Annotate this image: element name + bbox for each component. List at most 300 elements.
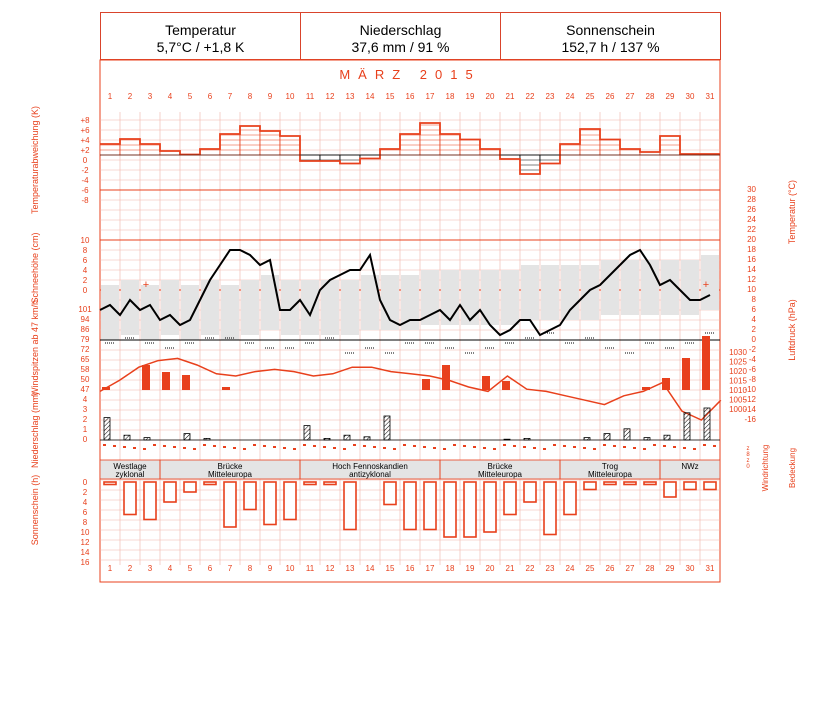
sunshine-bar [664,482,676,497]
sunshine-tick: 16 [80,558,90,567]
sunshine-bar [644,482,656,485]
weather-type-label: Mitteleuropa [207,470,253,479]
header-temperature-value: 5,7°C / +1,8 K [156,39,245,55]
wind-direction-dot [383,447,386,449]
wind-direction-dot [123,446,126,448]
wind-direction-dot [493,448,496,450]
precip-tick: 1 [82,425,88,434]
wind-bar [682,358,690,390]
pressure-line [100,358,721,420]
temperature-tick: -12 [744,395,756,404]
sunshine-tick: 10 [80,528,90,537]
sunshine-bar [384,482,396,505]
temperature-normal-band [161,280,179,335]
temperature-tick: 10 [747,285,756,294]
wind-direction-dot [393,448,396,450]
temperature-normal-band [521,265,539,320]
wind-direction-dot [403,444,406,446]
anomaly-tick: 0 [82,156,88,165]
day-label-top: 3 [147,92,153,101]
temperature-tick: 16 [747,255,756,264]
wind-bar [162,372,170,390]
temperature-tick: 26 [747,205,756,214]
anomaly-bar [660,136,680,155]
weather-type-label: Brücke [217,462,243,471]
wind-direction-dot [133,447,136,449]
temperature-tick: -4 [748,355,756,364]
header-temperature-label: Temperatur [165,22,236,38]
day-label-bottom: 6 [207,564,213,573]
wind-direction-dot [293,448,296,450]
header-precipitation-value: 37,6 mm / 91 % [351,39,450,55]
day-label-bottom: 14 [365,564,375,573]
wind-direction-dot [443,448,446,450]
anomaly-bar [460,140,480,156]
temperature-tick: -8 [748,375,756,384]
temperature-tick: 20 [747,235,756,244]
sunshine-bar [144,482,156,520]
day-label-bottom: 10 [285,564,295,573]
day-label-top: 26 [605,92,615,101]
wind-tick: 47 [80,385,90,394]
pressure-tick: 1025 [729,357,747,367]
day-label-bottom: 13 [345,564,355,573]
day-label-top: 4 [167,92,173,101]
anomaly-tick: -6 [81,186,89,195]
temperature-axis-label: Temperatur (°C) [787,179,797,245]
anomaly-bar [240,126,260,155]
temperature-tick: 2 [751,325,756,334]
sunshine-bar [464,482,476,537]
day-label-top: 20 [485,92,495,101]
wind-direction-dot [713,445,716,447]
wind-direction-dot [563,445,566,447]
pressure-tick: 1030 [729,348,747,357]
day-label-top: 23 [545,92,555,101]
wind-direction-dot [283,447,286,449]
day-label-bottom: 1 [107,564,113,573]
wind-direction-dot [583,447,586,449]
wind-direction-dot [203,444,206,446]
day-label-bottom: 22 [525,564,535,573]
temperature-normal-band [681,260,699,315]
wind-bar [422,379,430,390]
sunshine-bar [704,482,716,490]
precip-bar [704,408,710,440]
cloud-label: Bedeckung [788,447,797,489]
pressure-tick: 1015 [729,376,747,386]
sunshine-bar [424,482,436,530]
day-label-top: 17 [425,92,435,101]
day-label-bottom: 24 [565,564,575,573]
wind-direction-dot [333,447,336,449]
day-label-top: 30 [685,92,695,101]
day-label-top: 25 [585,92,595,101]
wind-bar [182,375,190,390]
wind-tick: 86 [80,325,90,334]
temperature-tick: 8 [751,295,756,304]
weather-type-label: Mitteleuropa [477,470,523,479]
cloud-tick: 8 [746,452,750,458]
weather-type-label: Westlage [113,462,147,471]
precip-tick: 0 [82,435,88,444]
pressure-tick: 1010 [729,386,747,395]
temperature-normal-band [221,285,239,340]
day-label-top: 8 [247,92,253,101]
temperature-normal-band [441,270,459,325]
precip-bar [104,418,110,440]
temperature-tick: 24 [747,215,756,224]
anomaly-bar [580,129,600,155]
anomaly-bar [100,144,120,155]
day-label-bottom: 3 [147,564,153,573]
wind-direction-dot [303,444,306,446]
temperature-normal-band [461,270,479,325]
temperature-normal-band [541,265,559,320]
temperature-normal-band [381,275,399,330]
sunshine-bar [304,482,316,485]
snow-marker: + [702,279,710,291]
sunshine-tick: 8 [82,518,88,527]
temperature-normal-band [281,280,299,335]
anomaly-bar [120,139,140,155]
anomaly-bar [340,155,360,164]
wind-direction-dot [623,446,626,448]
day-label-bottom: 4 [167,564,173,573]
day-label-bottom: 17 [425,564,435,573]
weather-type-label: antizyklonal [349,470,391,479]
header-precipitation-label: Niederschlag [359,22,442,38]
wind-bar [142,365,150,390]
weather-type-label: Mitteleuropa [587,470,633,479]
wind-direction-dot [523,446,526,448]
precip-bar [624,429,630,440]
header-sunshine-label: Sonnenschein [566,22,655,38]
day-label-top: 28 [645,92,655,101]
day-label-top: 19 [465,92,475,101]
wind-direction-dot [613,445,616,447]
temperature-normal-band [581,265,599,320]
day-label-bottom: 28 [645,564,655,573]
wind-tick: 65 [80,355,90,364]
temperature-tick: 0 [751,335,756,344]
day-label-top: 14 [365,92,375,101]
temperature-normal-band [241,280,259,335]
wind-direction-dot [183,447,186,449]
temperature-normal-band [401,275,419,330]
wind-axis-label: Windspitzen ab 47 km/h [30,299,40,397]
wind-direction-dot [343,448,346,450]
sunshine-bar [524,482,536,502]
day-label-bottom: 26 [605,564,615,573]
wind-direction-dot [663,445,666,447]
wind-direction-dot [413,445,416,447]
wind-direction-dot [273,446,276,448]
wind-direction-dot [143,448,146,450]
sunshine-bar [604,482,616,485]
wind-direction-dot [483,447,486,449]
wind-bar [222,387,230,390]
wind-direction-dot [173,446,176,448]
pressure-tick: 1005 [729,395,747,405]
temperature-normal-band [621,260,639,315]
day-label-bottom: 18 [445,564,455,573]
wind-direction-dot [673,446,676,448]
wind-direction-dot [263,445,266,447]
day-label-bottom: 12 [325,564,335,573]
wind-direction-dot [653,444,656,446]
day-label-top: 6 [207,92,213,101]
anomaly-bar [540,155,560,164]
wind-direction-dot [683,447,686,449]
day-label-bottom: 16 [405,564,415,573]
precip-bar [664,435,670,440]
day-label-top: 12 [325,92,335,101]
day-label-top: 29 [665,92,675,101]
snow-tick: 6 [82,256,88,265]
precip-axis-label: Niederschlag (mm) [30,391,40,469]
wind-direction-dot [693,448,696,450]
anomaly-bar [280,136,300,155]
wind-bar [502,381,510,390]
wind-direction-dot [193,448,196,450]
day-label-top: 15 [385,92,395,101]
wind-direction-dot [643,448,646,450]
wind-tick: 58 [80,365,90,374]
day-label-bottom: 29 [665,564,675,573]
day-label-bottom: 27 [625,564,635,573]
sunshine-bar [184,482,196,492]
day-label-bottom: 19 [465,564,475,573]
wind-direction-dot [213,445,216,447]
day-label-top: 2 [127,92,133,101]
wind-direction-dot [473,446,476,448]
snow-axis-label: Schneehöhe (cm) [30,232,40,304]
wind-direction-dot [423,446,426,448]
sunshine-bar [264,482,276,525]
wind-direction-dot [363,445,366,447]
day-label-top: 21 [505,92,515,101]
temperature-normal-band [301,280,319,335]
wind-direction-dot [113,445,116,447]
wind-direction-dot [323,446,326,448]
day-label-bottom: 8 [247,564,253,573]
wind-direction-dot [103,444,106,446]
wind-direction-dot [373,446,376,448]
sunshine-tick: 4 [82,498,88,507]
day-label-top: 7 [227,92,233,101]
snow-tick: 4 [82,266,88,275]
wind-bar [702,336,710,390]
precip-bar [604,434,610,440]
weather-type-label: NWz [681,462,699,471]
anomaly-bar [140,144,160,155]
wind-direction-dot [463,445,466,447]
anomaly-bar [220,134,240,155]
anomaly-tick: +8 [80,116,90,125]
wind-direction-dot [603,444,606,446]
wind-tick: 94 [80,315,90,324]
day-label-top: 10 [285,92,295,101]
pressure-tick: 1020 [729,367,747,376]
temperature-tick: 28 [747,195,756,204]
day-label-top: 11 [305,92,315,101]
sunshine-bar [204,482,216,485]
wind-bar [482,376,490,390]
anomaly-bar [600,140,620,156]
temperature-tick: 4 [751,315,756,324]
pressure-tick: 1000 [729,405,747,414]
wind-direction-dot [513,445,516,447]
day-label-bottom: 11 [305,564,315,573]
header-sunshine-value: 152,7 h / 137 % [561,39,660,55]
temperature-normal-band [341,280,359,335]
wind-tick: 79 [80,335,90,344]
wind-direction-dot [243,448,246,450]
temperature-normal-band [501,270,519,325]
anomaly-tick: -2 [81,166,89,175]
sunshine-bar [584,482,596,490]
temperature-normal-band [181,285,199,340]
sunshine-bar [484,482,496,532]
wind-direction-dot [533,447,536,449]
wind-tick: 101 [78,305,92,314]
temperature-tick: 6 [751,305,756,314]
sunshine-bar [344,482,356,530]
chart-title: MÄRZ 2015 [339,67,481,82]
sunshine-tick: 0 [82,478,88,487]
day-label-top: 24 [565,92,575,101]
temperature-tick: 18 [747,245,756,254]
wind-direction-dot [433,447,436,449]
anomaly-tick: -4 [81,176,89,185]
snow-tick: 10 [80,236,90,245]
sunshine-bar [244,482,256,510]
sunshine-tick: 2 [82,488,88,497]
temperature-tick: -2 [748,345,756,354]
sunshine-bar [684,482,696,490]
day-label-bottom: 25 [585,564,595,573]
anomaly-bar [560,144,580,155]
day-label-bottom: 21 [505,564,515,573]
wind-direction-dot [503,444,506,446]
day-label-bottom: 20 [485,564,495,573]
temperature-normal-band [141,285,159,340]
weather-type-label: Trog [601,462,619,471]
temperature-tick: -10 [744,385,756,394]
anomaly-tick: +4 [80,136,90,145]
precip-bar [684,413,690,440]
precip-tick: 3 [82,405,88,414]
temperature-normal-band [421,270,439,325]
wind-direction-label: Windrichtung [761,444,770,492]
day-label-top: 18 [445,92,455,101]
sunshine-bar [544,482,556,535]
wind-direction-dot [553,444,556,446]
snow-tick: 0 [82,286,88,295]
precip-tick: 2 [82,415,88,424]
sunshine-tick: 12 [80,538,90,547]
day-label-top: 9 [267,92,273,101]
wind-direction-dot [253,444,256,446]
temperature-tick: 14 [747,265,756,274]
sunshine-bar [564,482,576,515]
pressure-axis-label: Luftdruck (hPa) [787,299,797,361]
weather-type-label: Hoch Fennoskandien [332,462,408,471]
day-label-top: 1 [107,92,113,101]
weather-type-label: Brücke [487,462,513,471]
day-label-bottom: 5 [187,564,193,573]
anomaly-tick: -8 [81,196,89,205]
cloud-tick: z [746,458,750,464]
precip-bar [384,416,390,440]
wind-direction-dot [223,446,226,448]
day-label-bottom: 31 [705,564,715,573]
temperature-tick: 30 [747,185,756,194]
wind-direction-dot [703,444,706,446]
sunshine-bar [504,482,516,515]
sunshine-bar [444,482,456,537]
wind-tick: 72 [80,345,90,354]
day-label-top: 13 [345,92,355,101]
sunshine-bar [324,482,336,485]
wind-direction-dot [543,448,546,450]
day-label-top: 31 [705,92,715,101]
precip-bar [304,426,310,440]
day-label-top: 27 [625,92,635,101]
snow-marker: + [142,279,150,291]
temperature-normal-band [321,280,339,335]
sunshine-bar [404,482,416,530]
wind-direction-dot [453,444,456,446]
day-label-bottom: 23 [545,564,555,573]
temperature-normal-band [261,275,279,330]
day-label-top: 22 [525,92,535,101]
temperature-tick: -16 [744,415,756,424]
sunshine-bar [224,482,236,527]
anomaly-tick: +6 [80,126,90,135]
weather-type-label: zyklonal [115,470,145,479]
sunshine-tick: 14 [80,548,90,557]
anomaly-tick: +2 [80,146,90,155]
precip-tick: 4 [82,395,88,404]
day-label-top: 16 [405,92,415,101]
sunshine-axis-label: Sonnenschein (h) [30,474,40,546]
sunshine-bar [124,482,136,515]
temperature-tick: -14 [744,405,756,414]
sunshine-bar [104,482,116,485]
anomaly-bar [520,155,540,174]
anomaly-bar [440,134,460,155]
wind-direction-dot [353,444,356,446]
precip-bar [184,434,190,440]
wind-direction-dot [163,445,166,447]
wind-direction-dot [633,447,636,449]
snow-tick: 8 [82,246,88,255]
wind-direction-dot [593,448,596,450]
sunshine-tick: 6 [82,508,88,517]
day-label-bottom: 15 [385,564,395,573]
temperature-tick: 12 [747,275,756,284]
temperature-tick: 22 [747,225,756,234]
anomaly-bar [260,131,280,155]
wind-tick: 50 [80,375,90,384]
wind-direction-dot [573,446,576,448]
wind-bar [442,365,450,390]
day-label-bottom: 2 [127,564,133,573]
temperature-normal-band [201,280,219,335]
wind-direction-dot [313,445,316,447]
